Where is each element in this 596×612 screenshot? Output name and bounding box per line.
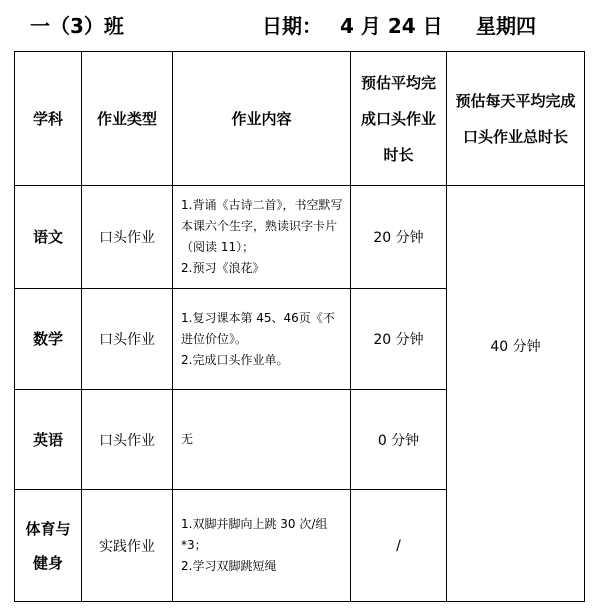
duration-cell: 20 分钟 bbox=[351, 186, 447, 289]
subject-cell: 语文 bbox=[15, 186, 82, 289]
class-name: 一（3）班 bbox=[30, 14, 124, 38]
type-cell: 口头作业 bbox=[82, 186, 173, 289]
content-line: 2.预习《浪花》 bbox=[181, 261, 265, 275]
content-line: 1.复习课本第 45、46页《不进位价位》。 bbox=[181, 310, 335, 346]
header-subject: 学科 bbox=[15, 52, 82, 186]
date-value: 4 月 24 日 bbox=[340, 14, 443, 38]
header-type: 作业类型 bbox=[82, 52, 173, 186]
duration-cell: / bbox=[351, 490, 447, 602]
homework-table bbox=[14, 51, 585, 602]
duration-cell: 0 分钟 bbox=[351, 390, 447, 490]
content-line: 2.完成口头作业单。 bbox=[181, 352, 289, 367]
type-cell: 口头作业 bbox=[82, 390, 173, 490]
content-line: 1.背诵《古诗二首》，书空默写本课六个生字，熟读识字卡片（阅读 11）； bbox=[181, 198, 343, 254]
content-line: 2.学习双脚跳短绳 bbox=[181, 559, 277, 573]
weekday: 星期四 bbox=[476, 14, 536, 38]
date-label: 日期： bbox=[262, 14, 322, 38]
content-line: 无 bbox=[181, 432, 194, 446]
header-avg-time bbox=[351, 52, 447, 186]
content-cell bbox=[173, 186, 351, 289]
subject-label: 体育与健身 bbox=[25, 519, 71, 572]
header-daily-total bbox=[447, 52, 585, 186]
table-row bbox=[15, 186, 585, 289]
subject-cell bbox=[15, 490, 82, 602]
content-cell bbox=[173, 390, 351, 490]
header-avg-time-label: 预估平均完成口头作业时长 bbox=[360, 73, 436, 164]
subject-cell: 数学 bbox=[15, 289, 82, 390]
page-header bbox=[0, 0, 596, 46]
duration-cell: 20 分钟 bbox=[351, 289, 447, 390]
content-cell bbox=[173, 289, 351, 390]
table-header-row bbox=[15, 52, 585, 186]
content-cell bbox=[173, 490, 351, 602]
header-daily-total-label: 预估每天平均完成口头作业总时长 bbox=[455, 91, 576, 146]
type-cell: 口头作业 bbox=[82, 289, 173, 390]
header-content: 作业内容 bbox=[173, 52, 351, 186]
type-cell: 实践作业 bbox=[82, 490, 173, 602]
content-line: 1.双脚并脚向上跳 30 次/组*3； bbox=[181, 517, 328, 552]
daily-total-cell: 40 分钟 bbox=[447, 186, 585, 602]
subject-cell: 英语 bbox=[15, 390, 82, 490]
